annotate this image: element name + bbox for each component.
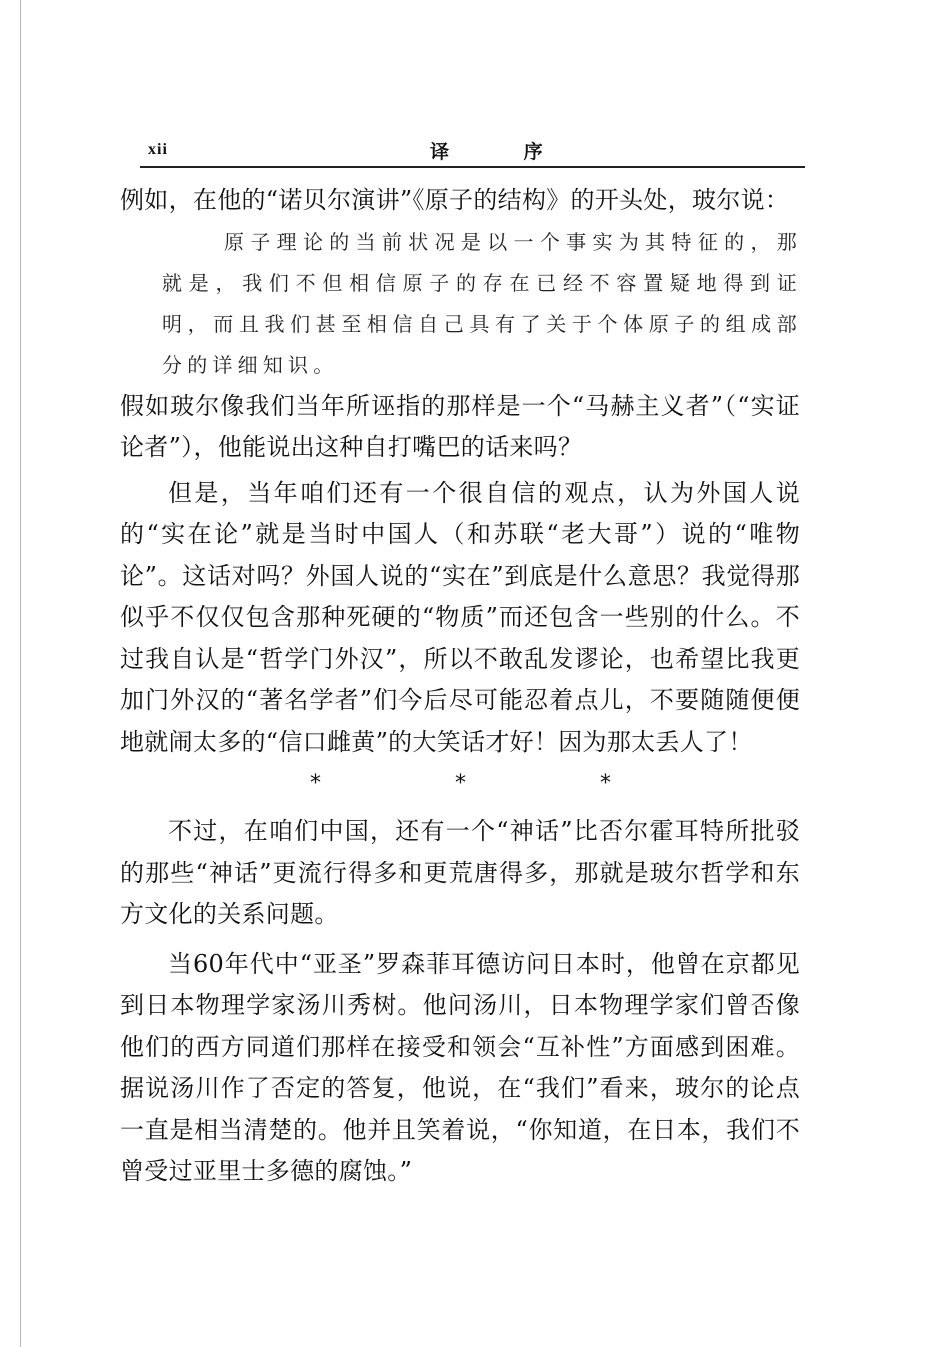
- paragraph-question: 假如玻尔像我们当年所诬指的那样是一个“马赫主义者”（“实证论者”），他能说出这种自打嘴巴的话来吗？: [120, 391, 800, 461]
- section-separator: [120, 763, 800, 811]
- page-header: [140, 135, 805, 165]
- page-body: [120, 180, 800, 1193]
- paragraph-yukawa: 当60年代中“亚圣”罗森菲耳德访问日本时，他曾在京都见到日本物理学家汤川秀树。他问汤川，日本物理学家们曾否像他们的西方同道们那样在接受和领会“互补性”方面感到困难。据说汤川作了否定的答复，他说，在“我们”看来，玻尔的论点一直是相当清楚的。他并且笑着说，“你知道，在日本，我们不曾受过亚里士多德的腐蚀。”: [120, 949, 800, 1185]
- scan-margin-line: [20, 0, 21, 1347]
- paragraph-intro: 例如，在他的“诺贝尔演讲”《原子的结构》的开头处，玻尔说：: [120, 186, 790, 214]
- paragraph-myth: 不过，在咱们中国，还有一个“神话”比否尔霍耳特所批驳的那些“神话”更流行得多和更荒唐得多，那就是玻尔哲学和东方文化的关系问题。: [120, 817, 800, 928]
- separator-asterisk: *: [600, 771, 611, 796]
- separator-asterisk: *: [310, 771, 321, 796]
- page-number: xii: [148, 141, 168, 158]
- header-rule: [140, 166, 805, 168]
- paragraph-realism: 但是，当年咱们还有一个很自信的观点，认为外国人说的“实在论”就是当时中国人（和苏联“老大哥”）说的“唯物论”。这话对吗？外国人说的“实在”到底是什么意思？我觉得那似乎不仅仅包含那种死硬的“物质”而还包含一些别的什么。不过我自认是“哲学门外汉”，所以不敢乱发谬论，也希望比我更加门外汉的“著名学者”们今后尽可能忍着点儿，不要随随便便地就闹太多的“信口雌黄”的大笑话才好！因为那太丢人了！: [120, 478, 800, 756]
- block-quote: 原子理论的当前状况是以一个事实为其特征的，那就是，我们不但相信原子的存在已经不容置疑地得到证明，而且我们甚至相信自己具有了关于个体原子的组成部分的详细知识。: [162, 229, 802, 377]
- separator-asterisk: *: [455, 771, 466, 796]
- running-title: 译 序: [430, 141, 577, 163]
